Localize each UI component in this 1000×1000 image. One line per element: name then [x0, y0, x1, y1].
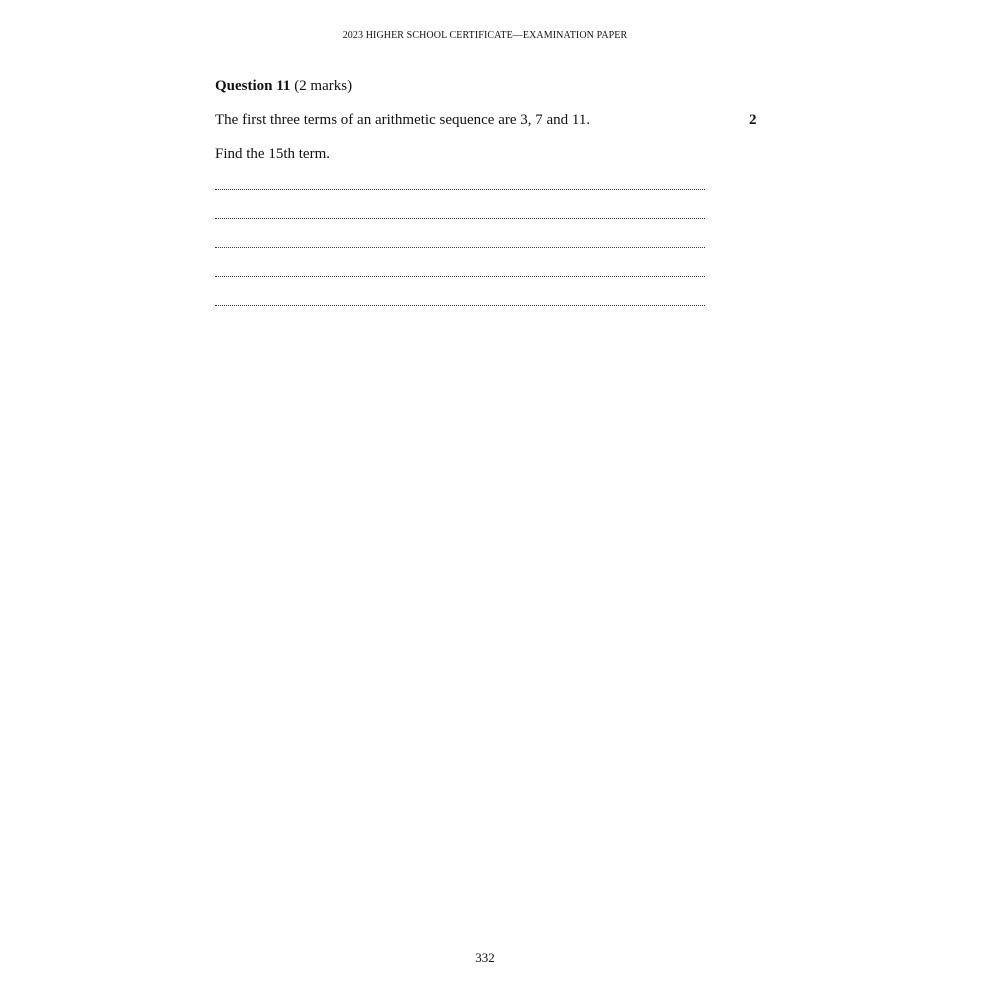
question-marks: (2 marks): [294, 78, 353, 94]
answer-line[interactable]: [215, 219, 705, 248]
answer-line[interactable]: [215, 277, 705, 306]
answer-line[interactable]: [215, 248, 705, 277]
answer-line[interactable]: [215, 178, 705, 190]
marks-margin: 2: [749, 112, 757, 128]
running-header: 2023 HIGHER SCHOOL CERTIFICATE—EXAMINATION PAPER: [342, 30, 628, 41]
question-instruction: Find the 15th term.: [215, 146, 330, 162]
question-heading: [215, 78, 352, 95]
answer-line[interactable]: [215, 190, 705, 219]
answer-area[interactable]: [215, 178, 705, 306]
page-number: 332: [475, 950, 495, 965]
question-stem: The first three terms of an arithmetic sequence are 3, 7 and 11.: [215, 112, 591, 128]
question-label: Question 11: [215, 78, 291, 94]
